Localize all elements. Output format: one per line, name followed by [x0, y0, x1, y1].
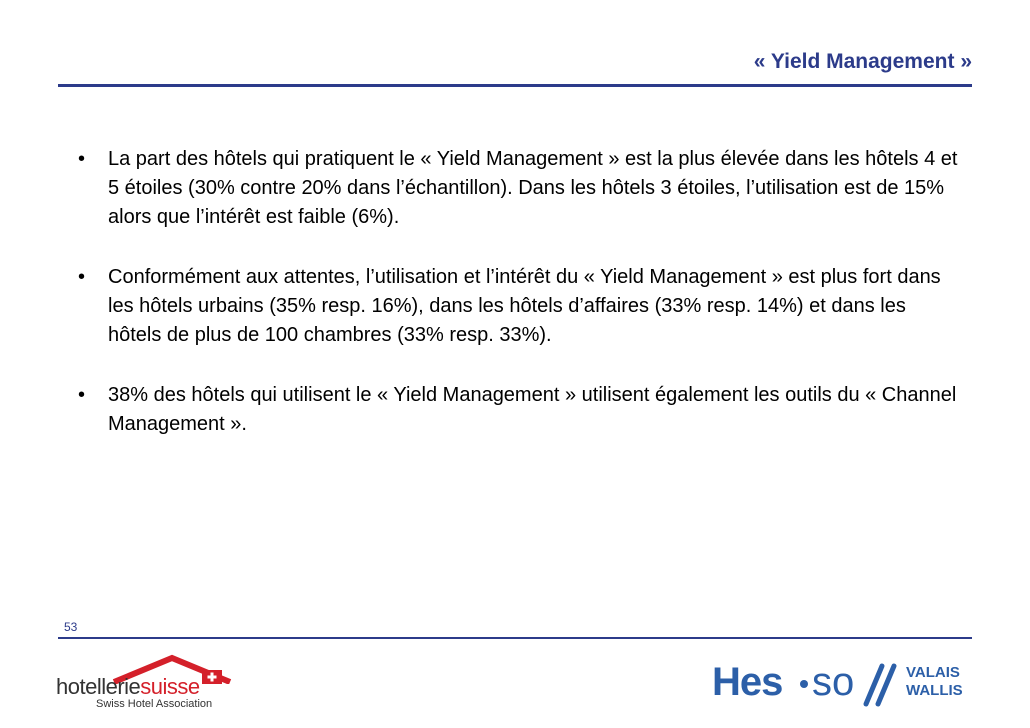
hotelleriesuisse-logo — [52, 654, 242, 714]
double-slash-icon — [860, 660, 900, 710]
bullet-text: Conformément aux attentes, l’utilisation et l’intérêt du « Yield Management » est plus fort dans les hôtels urbains (35% resp. 16%), dans les hôtels d’affaires (33% resp. 14%) et dans les hôtels de plus de 100 chambres (33% resp. 33%). — [108, 266, 941, 346]
footer-divider — [58, 637, 972, 639]
header-divider — [58, 84, 972, 87]
bullet-marker: • — [78, 266, 86, 288]
wallis-label: WALLIS — [906, 682, 963, 699]
valais-label: VALAIS — [906, 664, 960, 681]
logo-wordmark — [56, 674, 200, 700]
bullet-marker: • — [78, 148, 86, 170]
page-number: 53 — [64, 620, 78, 634]
bullet-item — [78, 263, 958, 350]
valais-wallis-label — [906, 664, 963, 700]
bullet-text: La part des hôtels qui pratiquent le « Yield Management » est la plus élevée dans les hôtels 4 et 5 étoiles (30% contre 20% dans l’échantillon). Dans les hôtels 3 étoiles, l’utilisation est de 15% alors que l’intérêt est faible (6%). — [108, 148, 958, 228]
logo-wordmark-part1: hotellerie — [56, 674, 141, 699]
bullet-marker: • — [78, 384, 86, 406]
hes-wordmark: Hes — [712, 660, 783, 704]
so-wordmark: so — [812, 660, 855, 704]
logo-subtitle: Swiss Hotel Association — [96, 698, 213, 710]
bullet-text: 38% des hôtels qui utilisent le « Yield Management » utilisent également les outils du « Channel Management ». — [108, 384, 957, 435]
bullet-item — [78, 145, 958, 232]
bullet-item — [78, 381, 958, 439]
bullet-list — [78, 145, 958, 470]
page-title: « Yield Management » — [753, 50, 972, 73]
logo-wordmark-part2: suisse — [140, 674, 200, 699]
hes-so-logo — [708, 658, 978, 714]
hes-dot-icon — [800, 680, 808, 688]
